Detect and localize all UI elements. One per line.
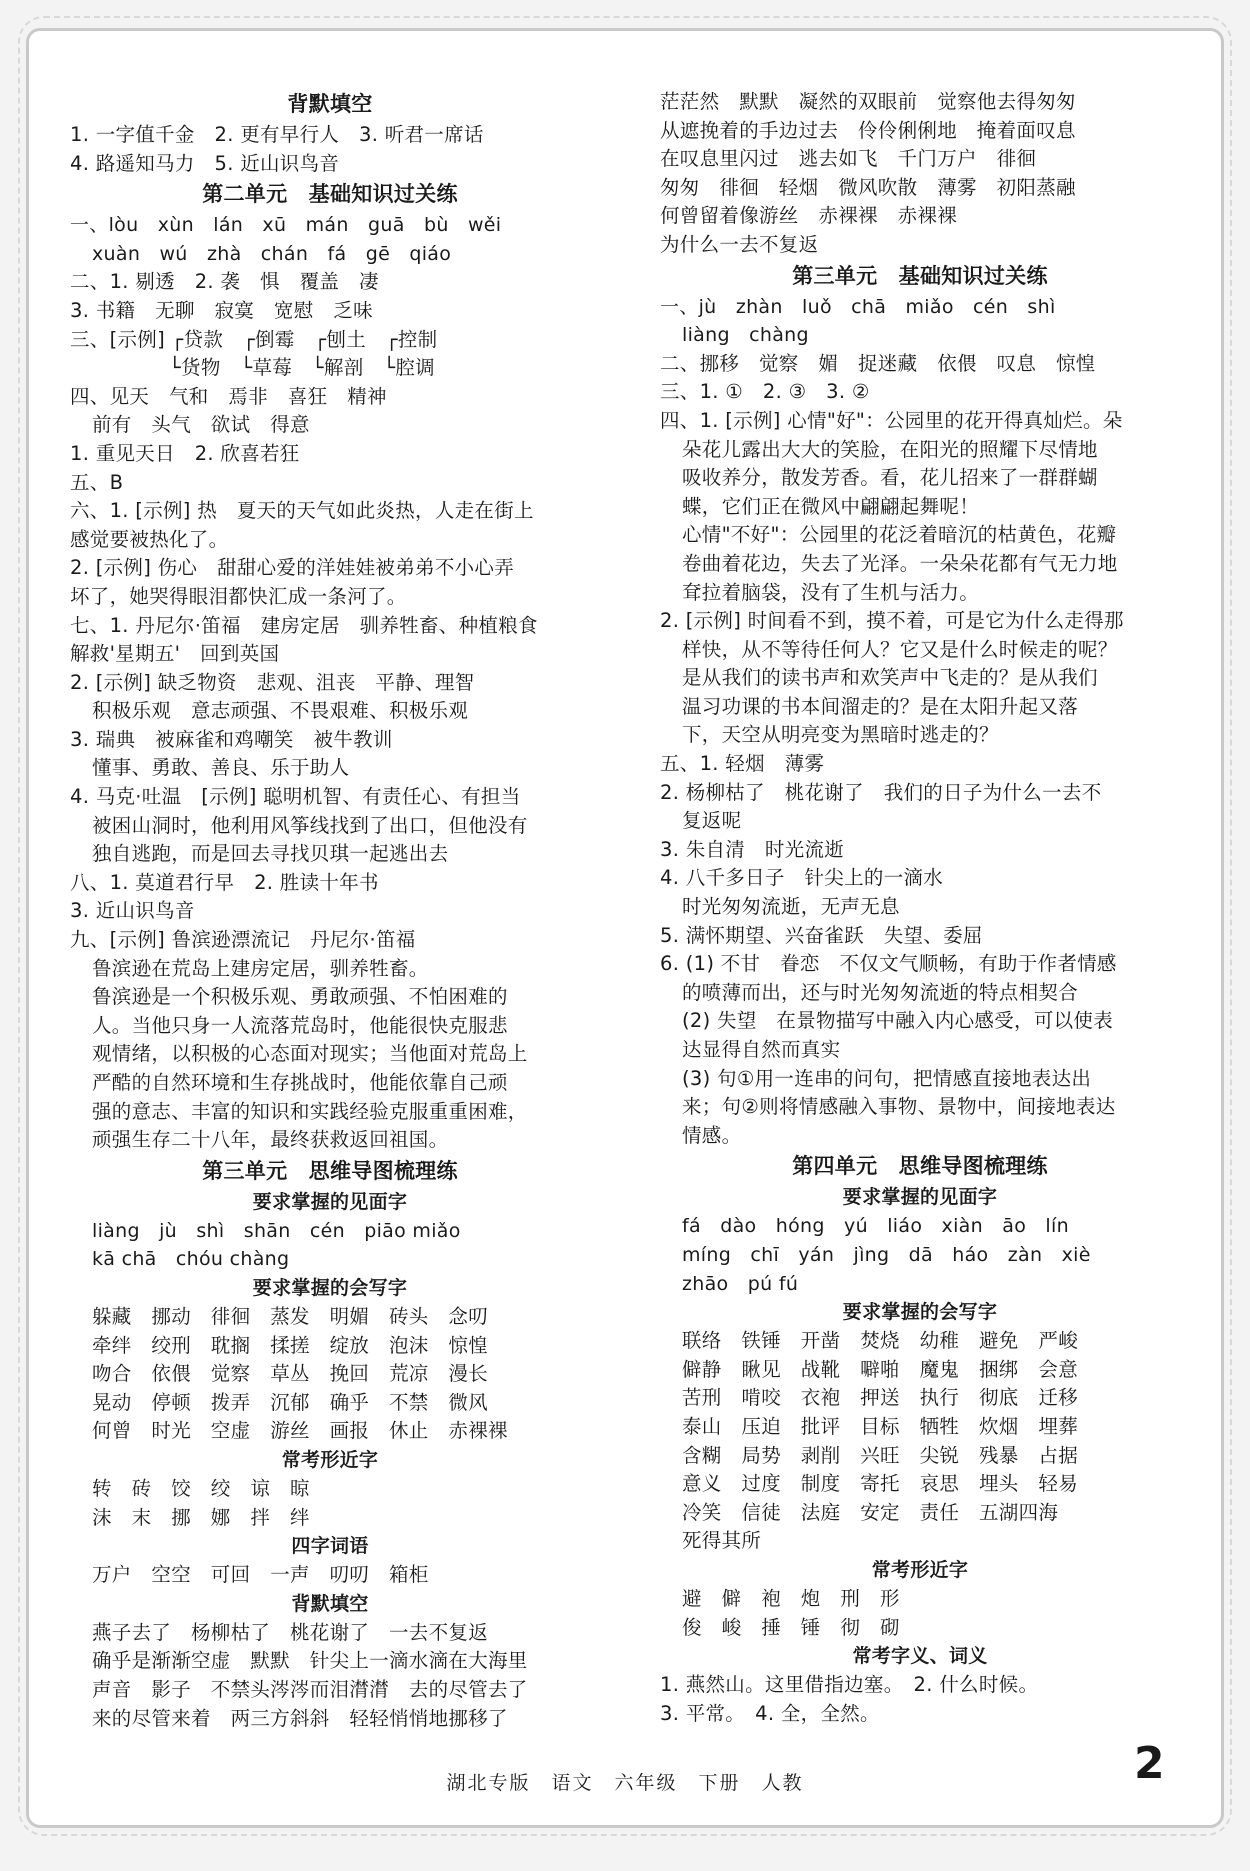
text-line: míng chī yán jìng dā háo zàn xiè — [682, 1243, 1091, 1266]
text-line: 坏了，她哭得眼泪都快汇成一条河了。 — [70, 584, 407, 608]
text-line: 时光匆匆流逝，无声无息 — [682, 895, 900, 919]
text-line: 3. 瑞典 被麻雀和鸡嘲笑 被牛教训 — [70, 727, 393, 751]
text-line: 感觉要被热化了。 — [70, 527, 229, 551]
subsection-heading: 常考字义、词义 — [852, 1645, 988, 1668]
text-line: 何曾 时光 空虚 游丝 画报 休止 赤裸裸 — [92, 1419, 508, 1443]
text-line: 1. 重见天日 2. 欣喜若狂 — [70, 441, 300, 465]
text-line: 2. 杨柳枯了 桃花谢了 我们的日子为什么一去不 — [660, 780, 1102, 804]
right-column — [660, 88, 1180, 1728]
text-line: 匆匆 徘徊 轻烟 微风吹散 薄雾 初阳蒸融 — [660, 175, 1076, 199]
text-line: 在叹息里闪过 逃去如飞 千门万户 徘徊 — [660, 147, 1037, 171]
text-line: 懂事、勇敢、善良、乐于助人 — [92, 756, 350, 780]
text-line: 强的意志、丰富的知识和实践经验克服重重困难， — [92, 1099, 528, 1123]
text-line: liàng jù shì shān cén piāo miǎo — [92, 1219, 461, 1242]
text-line: 观情绪，以积极的心态面对现实；当他面对荒岛上 — [92, 1042, 528, 1066]
text-line: 解救'星期五' 回到英国 — [70, 642, 280, 666]
text-line: 冷笑 信徒 法庭 安定 责任 五湖四海 — [682, 1500, 1059, 1524]
text-line: 吻合 依偎 觉察 草丛 挽回 荒凉 漫长 — [92, 1362, 489, 1386]
text-line: 躲藏 挪动 徘徊 蒸发 明媚 砖头 念叨 — [92, 1304, 489, 1328]
text-line: 牵绊 绞刑 耽搁 揉搓 绽放 泡沫 惊惶 — [92, 1333, 489, 1357]
text-line: 二、挪移 觉察 媚 捉迷藏 依偎 叹息 惊惶 — [660, 351, 1096, 375]
subsection-heading: 常考形近字 — [281, 1448, 379, 1471]
text-line: 下，天空从明亮变为黑暗时逃走的？ — [682, 723, 999, 747]
text-line: 避 僻 袍 炮 刑 形 — [682, 1586, 900, 1610]
text-line: 是从我们的读书声和欢笑声中飞走的？是从我们 — [682, 666, 1098, 690]
text-line: 四、1. [示例] 心情"好"：公园里的花开得真灿烂。朵 — [660, 408, 1123, 432]
text-line: fá dào hóng yú liáo xiàn āo lín — [682, 1215, 1069, 1238]
text-line: 晃动 停顿 拨弄 沉郁 确乎 不禁 微风 — [92, 1390, 489, 1414]
text-line: 确乎是渐渐空虚 默默 针尖上一滴水滴在大海里 — [92, 1649, 528, 1673]
text-line: 鲁滨逊在荒岛上建房定居，驯养牲畜。 — [92, 956, 429, 980]
text-line: 达显得自然而真实 — [682, 1038, 841, 1061]
text-line: 前有 头气 欲试 得意 — [92, 413, 310, 437]
text-line: 鲁滨逊是一个积极乐观、勇敢顽强、不怕困难的 — [92, 985, 508, 1009]
text-line: 严酷的自然环境和生存挑战时，他能依靠自己顽 — [92, 1071, 508, 1094]
text-line: 僻静 瞅见 战靴 噼啪 魔鬼 捆绑 会意 — [682, 1357, 1079, 1381]
text-line: 吸收养分，散发芳香。看，花儿招来了一群群蝴 — [682, 466, 1098, 490]
text-line: 五、1. 轻烟 薄雾 — [660, 752, 825, 776]
text-line: 3. 近山识鸟音 — [70, 899, 195, 923]
subsection-heading: 常考形近字 — [871, 1558, 969, 1581]
text-line: 九、[示例] 鲁滨逊漂流记 丹尼尔·笛福 — [70, 928, 416, 952]
text-line: 四、见天 气和 焉非 喜狂 精神 — [70, 384, 387, 408]
text-line: (2) 失望 在景物描写中融入内心感受，可以使表 — [682, 1009, 1114, 1033]
text-line: 6. (1) 不甘 眷恋 不仅文气顺畅，有助于作者情感 — [660, 952, 1117, 976]
text-line: 茫茫然 默默 凝然的双眼前 觉察他去得匆匆 — [660, 90, 1076, 113]
text-line: 5. 满怀期望、兴奋雀跃 失望、委屈 — [660, 923, 983, 947]
text-line: 2. [示例] 伤心 甜甜心爱的洋娃娃被弟弟不小心弄 — [70, 556, 515, 580]
text-line: 死得其所 — [682, 1529, 762, 1553]
text-line: 一、lòu xùn lán xū mán guā bù wěi — [70, 214, 502, 237]
text-line: 三、[示例] ┌贷款 ┌倒霉 ┌刨土 ┌控制 — [70, 327, 438, 351]
subsection-heading: 要求掌握的会写字 — [252, 1276, 408, 1299]
text-line: 情感。 — [682, 1123, 742, 1147]
text-line: 蝶，它们正在微风中翩翩起舞呢！ — [682, 494, 980, 518]
subsection-heading: 背默填空 — [291, 1592, 369, 1615]
text-line: 七、1. 丹尼尔·笛福 建房定居 驯养牲畜、种植粮食 — [70, 613, 538, 637]
text-line: 样快，从不等待任何人？它又是什么时候走的呢？ — [682, 637, 1118, 661]
text-line: 二、1. 剔透 2. 袭 惧 覆盖 凄 — [70, 270, 379, 294]
text-line: 温习功课的书本间溜走的？是在太阳升起又落 — [682, 694, 1079, 718]
text-line: 被困山洞时，他利用风筝线找到了出口，但他没有 — [92, 813, 528, 837]
text-line: 的喷薄而出，还与时光匆匆流逝的特点相契合 — [682, 980, 1079, 1004]
text-line: 耷拉着脑袋，没有了生机与活力。 — [682, 580, 980, 604]
text-line: 苦刑 啃咬 衣袍 押送 执行 彻底 迁移 — [682, 1386, 1079, 1410]
text-line: 转 砖 饺 绞 谅 晾 — [92, 1476, 310, 1500]
text-line: 独自逃跑，而是回去寻找贝琪一起逃出去 — [92, 842, 449, 866]
subsection-heading: 要求掌握的见面字 — [842, 1186, 998, 1209]
text-line: 含糊 局势 剥削 兴旺 尖锐 残暴 占据 — [682, 1443, 1079, 1467]
text-line: 三、1. ① 2. ③ 3. ② — [660, 380, 870, 404]
text-line: 意义 过度 制度 寄托 哀思 埋头 轻易 — [682, 1472, 1079, 1496]
text-line: 何曾留着像游丝 赤裸裸 赤裸裸 — [660, 204, 958, 228]
text-line: 泰山 压迫 批评 目标 牺牲 炊烟 埋葬 — [682, 1414, 1079, 1438]
text-line: 4. 八千多日子 针尖上的一滴水 — [660, 866, 944, 890]
page-number: 2 — [1134, 1738, 1165, 1789]
text-line: 复返呢 — [682, 809, 742, 833]
text-line: └货物 └草莓 └解剖 └腔调 — [70, 356, 435, 380]
text-line: 人。当他只身一人流落荒岛时，他能很快克服悲 — [92, 1013, 508, 1037]
text-line: 卷曲着花边，失去了光泽。一朵朵花都有气无力地 — [682, 551, 1118, 575]
subsection-heading: 要求掌握的会写字 — [842, 1301, 998, 1324]
text-line: 3. 书籍 无聊 寂寞 宽慰 乏味 — [70, 298, 373, 322]
text-line: 为什么一去不复返 — [660, 232, 819, 256]
text-line: 万户 空空 可回 一声 叨叨 箱柜 — [92, 1563, 429, 1587]
section-heading: 第三单元 基础知识过关练 — [792, 263, 1048, 288]
text-line: liàng chàng — [682, 324, 809, 347]
text-line: 六、1. [示例] 热 夏天的天气如此炎热，人走在街上 — [70, 499, 534, 523]
text-line: 俊 峻 捶 锤 彻 砌 — [682, 1615, 900, 1639]
text-line: 朵花儿露出大大的笑脸，在阳光的照耀下尽情地 — [682, 437, 1098, 461]
section-heading: 背默填空 — [287, 92, 373, 116]
section-heading: 第四单元 思维导图梳理练 — [792, 1154, 1048, 1179]
text-line: 4. 路遥知马力 5. 近山识鸟音 — [70, 151, 340, 175]
section-heading: 第三单元 思维导图梳理练 — [202, 1158, 458, 1183]
text-line: 来的尽管来着 两三方斜斜 轻轻悄悄地挪移了 — [92, 1706, 508, 1730]
footer: 湖北专版 语文 六年级 下册 人教 — [446, 1772, 804, 1794]
text-line: 顽强生存二十八年，最终获救返回祖国。 — [92, 1128, 449, 1152]
text-line: 来；句②则将情感融入事物、景物中，间接地表达 — [682, 1095, 1116, 1119]
subsection-heading: 四字词语 — [291, 1535, 369, 1558]
section-heading: 第二单元 基础知识过关练 — [202, 182, 458, 207]
text-line: 从遮挽着的手边过去 伶伶俐俐地 掩着面叹息 — [660, 118, 1076, 142]
text-line: 联络 铁锤 开凿 焚烧 幼稚 避免 严峻 — [682, 1329, 1079, 1353]
text-line: 1. 燕然山。这里借指边塞。 2. 什么时候。 — [660, 1673, 1039, 1697]
text-line: 心情"不好"：公园里的花泛着暗沉的枯黄色，花瓣 — [682, 523, 1117, 547]
text-line: 沫 末 挪 娜 拌 绊 — [92, 1505, 310, 1529]
text-line: kā chā chóu chàng — [92, 1248, 290, 1271]
text-line: zhāo pú fú — [682, 1272, 799, 1295]
text-line: xuàn wú zhà chán fá gē qiáo — [92, 242, 452, 265]
text-line: 声音 影子 不禁头涔涔而泪潸潸 去的尽管去了 — [92, 1677, 528, 1701]
text-line: 燕子去了 杨柳枯了 桃花谢了 一去不复返 — [92, 1620, 489, 1644]
text-line: 一、jù zhàn luǒ chā miǎo cén shì — [660, 295, 1056, 318]
text-line: 八、1. 莫道君行早 2. 胜读十年书 — [70, 870, 379, 894]
left-column — [70, 88, 590, 1733]
text-line: 3. 朱自清 时光流逝 — [660, 837, 845, 861]
text-line: 1. 一字值千金 2. 更有早行人 3. 听君一席话 — [70, 123, 484, 146]
text-line: 4. 马克·吐温 [示例] 聪明机智、有责任心、有担当 — [70, 785, 521, 809]
text-line: 五、B — [70, 470, 124, 494]
text-line: (3) 句①用一连串的问句，把情感直接地表达出 — [682, 1066, 1092, 1090]
text-line: 2. [示例] 时间看不到，摸不着，可是它为什么走得那 — [660, 609, 1124, 633]
text-line: 3. 平常。 4. 全，全然。 — [660, 1701, 880, 1725]
text-line: 2. [示例] 缺乏物资 悲观、沮丧 平静、理智 — [70, 670, 475, 694]
subsection-heading: 要求掌握的见面字 — [252, 1190, 408, 1213]
text-line: 积极乐观 意志顽强、不畏艰难、积极乐观 — [92, 699, 469, 723]
